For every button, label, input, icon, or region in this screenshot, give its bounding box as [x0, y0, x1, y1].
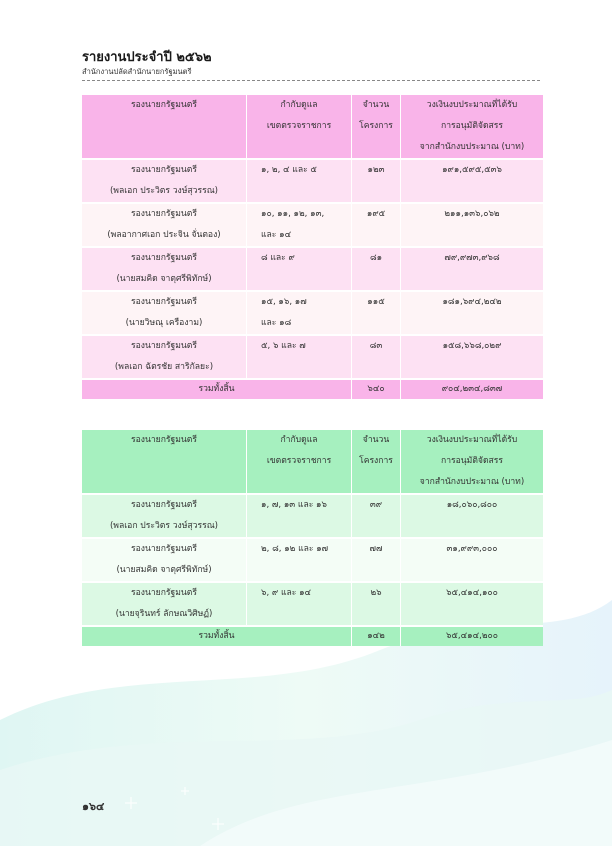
table-row: รองนายกรัฐมนตรี (นายวิษณุ เครืองาม) ๑๕, ๑๖, ๑๗ และ ๑๘ ๑๑๕ ๑๘๑,๖๙๔,๒๔๒: [82, 291, 543, 335]
total-projects: ๑๔๒: [352, 626, 401, 646]
header-deputy: รองนายกรัฐมนตรี: [82, 95, 247, 159]
report-header: [82, 50, 540, 81]
header-projects: จำนวน โครงการ: [352, 430, 401, 494]
report-subtitle: สำนักงานปลัดสำนักนายกรัฐมนตรี: [82, 67, 192, 76]
page-number: ๑๖๔: [82, 800, 105, 813]
table-row: รองนายกรัฐมนตรี (นายสมคิด จาตุศรีพิทักษ์) ๒, ๘, ๑๒ และ ๑๗ ๗๗ ๓๑,๙๙๓,๐๐๐: [82, 538, 543, 582]
header-supervise: กำกับดูแล เขตตรวจราชการ: [247, 430, 352, 494]
header-divider: [82, 80, 540, 81]
budget-table-green: [82, 430, 543, 646]
total-projects: ๖๔๐: [352, 379, 401, 399]
header-deputy: รองนายกรัฐมนตรี: [82, 430, 247, 494]
header-budget: วงเงินงบประมาณที่ได้รับ การอนุมัติจัดสรร จากสำนักงบประมาณ (บาท): [401, 95, 544, 159]
table-row: รองนายกรัฐมนตรี (นายจุรินทร์ ลักษณวิศิษฏ์) ๖, ๙ และ ๑๔ ๒๖ ๖๕,๔๑๔,๑๐๐: [82, 582, 543, 626]
total-label: รวมทั้งสิ้น: [82, 379, 352, 399]
total-budget: ๙๐๔,๒๓๔,๘๓๗: [401, 379, 544, 399]
header-projects: จำนวน โครงการ: [352, 95, 401, 159]
table-header-row: [82, 430, 543, 494]
table-row: รองนายกรัฐมนตรี (พลอากาศเอก ประจิน จั่นตอง) ๑๐, ๑๑, ๑๒, ๑๓, และ ๑๔ ๑๙๕ ๒๑๑,๑๓๖,๐๖๒: [82, 203, 543, 247]
total-label: รวมทั้งสิ้น: [82, 626, 352, 646]
table-row: รองนายกรัฐมนตรี (พลเอก ประวิตร วงษ์สุวรรณ) ๑, ๒, ๔ และ ๕ ๑๒๓ ๑๙๑,๕๙๕,๕๓๖: [82, 159, 543, 203]
table-total-row: [82, 379, 543, 399]
table-total-row: [82, 626, 543, 646]
header-budget: วงเงินงบประมาณที่ได้รับ การอนุมัติจัดสรร จากสำนักงบประมาณ (บาท): [401, 430, 544, 494]
table-header-row: [82, 95, 543, 159]
report-title: รายงานประจำปี ๒๕๖๒: [82, 50, 212, 65]
header-supervise: กำกับดูแล เขตตรวจราชการ: [247, 95, 352, 159]
table-row: รองนายกรัฐมนตรี (พลเอก ฉัตรชัย สาริกัลยะ) ๕, ๖ และ ๗ ๘๓ ๑๕๘,๖๖๘,๐๒๙: [82, 335, 543, 379]
table-row: รองนายกรัฐมนตรี (พลเอก ประวิตร วงษ์สุวรรณ) ๑, ๗, ๑๓ และ ๑๖ ๓๙ ๑๘,๐๖๐,๘๐๐: [82, 494, 543, 538]
total-budget: ๖๕,๔๑๔,๒๐๐: [401, 626, 544, 646]
table-row: รองนายกรัฐมนตรี (นายสมคิด จาตุศรีพิทักษ์) ๘ และ ๙ ๘๑ ๗๙,๙๗๓,๙๖๘: [82, 247, 543, 291]
budget-table-pink: [82, 95, 543, 399]
